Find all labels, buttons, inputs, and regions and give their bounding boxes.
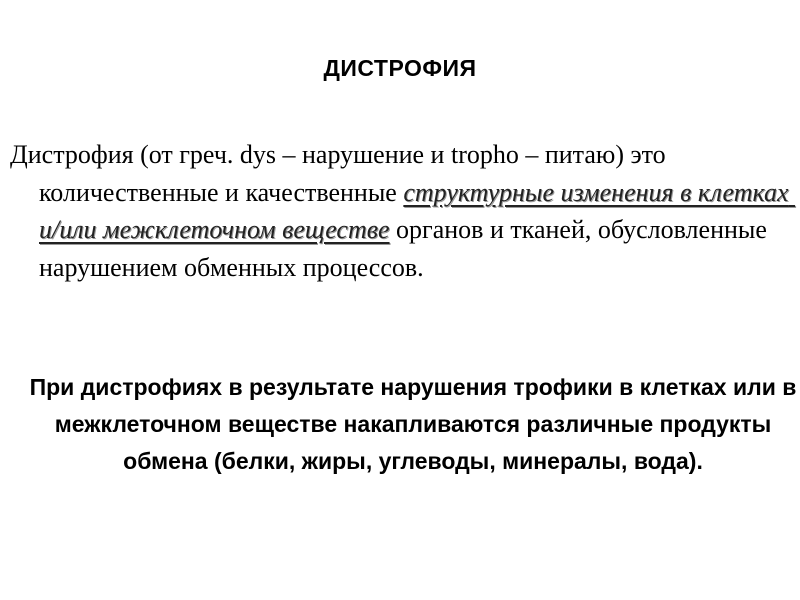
definition-tail: органов и тканей, обусловленные нарушением обменных процессов. — [39, 215, 774, 282]
conclusion-paragraph: При дистрофиях в результате нарушения трофики в клетках или в межклеточном веществе накапливаются различные продукты обмена (белки, жиры, углеводы, минералы, вода). — [29, 374, 797, 474]
definition-emphasis: структурные изменения в клетках и/или межклеточном веществе — [39, 177, 796, 244]
definition-lead: Дистрофия (от греч. dys – нарушение и tropho – питаю) это количественные и качественные — [10, 140, 673, 207]
slide-title: ДИСТРОФИЯ — [323, 55, 477, 81]
definition-paragraph — [10, 136, 795, 286]
